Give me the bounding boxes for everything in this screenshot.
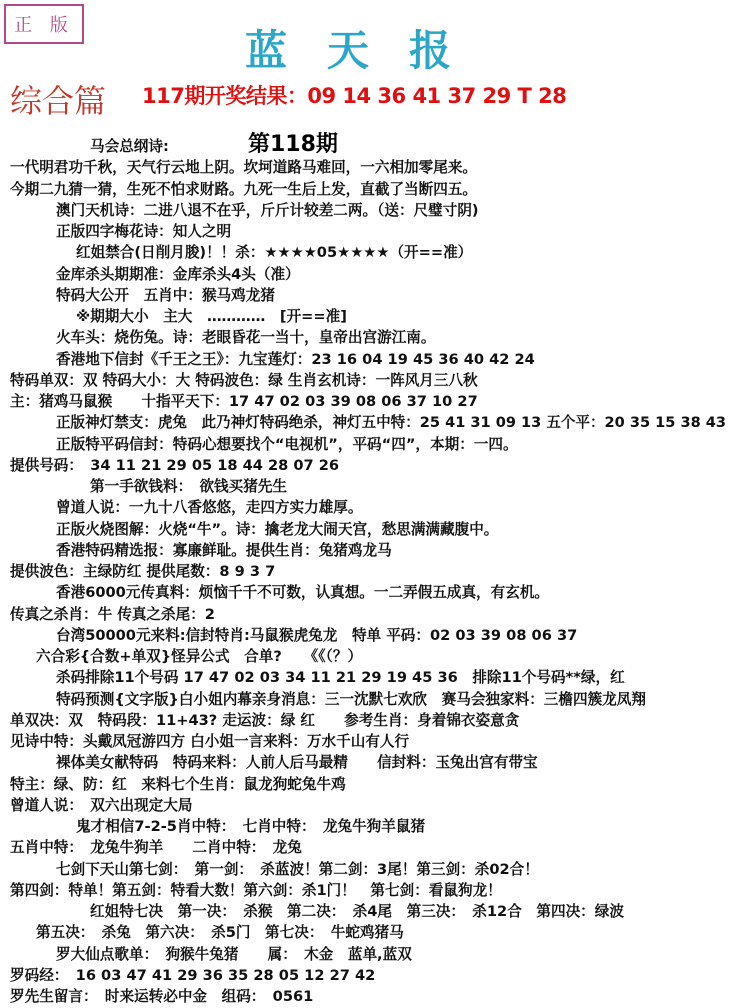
genuine-edition-badge: 正 版 <box>4 4 84 44</box>
text-line: 正版火烧图解：火烧“牛”。诗：擒老龙大闹天宫，愁思满满藏腹中。 <box>56 520 499 538</box>
text-line: 五肖中特： 龙兔牛狗羊 二肖中特： 龙兔 <box>10 839 302 857</box>
text-line: 正版神灯禁支：虎兔 此乃神灯特码绝杀，神灯五中特：25 41 31 09 13 五个平：20 35 15 38 43 <box>56 414 727 432</box>
text-line: 正版四字梅花诗：知人之明 <box>56 223 232 240</box>
previous-draw-result: 117期开奖结果：09 14 36 41 37 29 T 28 <box>142 84 567 108</box>
section-heading: 综合篇 <box>10 82 107 120</box>
text-line: 香港6000元传真料：烦恼千千不可数，认真想。一二弄假五成真，有玄机。 <box>56 584 550 602</box>
text-line: 裸体美女献特码 特码来料：人前人后马最精 信封料：玉兔出宫有带宝 <box>56 754 538 772</box>
text-line: 罗先生留言： 时来运转必中金 组码： 0561 <box>10 988 314 1005</box>
text-line: 单双决：双 特码段：11+43? 走运波：绿 红 参考生肖：身着锦衣姿意贪 <box>10 711 520 729</box>
text-line: 曾道人说：一九十八香悠悠，走四方实力雄厚。 <box>56 499 363 517</box>
text-line: 马会总纲诗: <box>90 138 169 155</box>
text-line: 罗大仙点歌单： 狗猴牛兔猪 属： 木金 蓝单,蓝双 <box>56 945 412 963</box>
text-line: 曾道人说： 双六出现定大局 <box>10 796 193 814</box>
text-line: 六合彩{合数+单双}怪异公式 合单? 《《（？） <box>36 648 363 665</box>
text-line: 火车头：烧伤兔。诗：老眼昏花一当十，皇帝出宫游江南。 <box>56 329 436 347</box>
text-line: 台湾50000元来料:信封特肖:马鼠猴虎兔龙 特单 平码：02 03 39 08 06 37 <box>56 626 578 644</box>
text-line: 香港特码精选报：寡廉鲜耻。提供生肖：兔猪鸡龙马 <box>56 541 392 559</box>
text-line: 罗码经： 16 03 47 41 29 36 35 28 05 12 27 42 <box>10 966 376 984</box>
text-line: 特主：绿、防：红 来料七个生肖：鼠龙狗蛇兔牛鸡 <box>10 775 346 793</box>
issue-number: 第118期 <box>248 132 338 157</box>
text-line: 香港地下信封《千王之王》：九宝莲灯：23 16 04 19 45 36 40 42 24 <box>56 350 535 368</box>
text-line: 红姐禁合(日削月朘)！！杀：★★★★05★★★★（开==准） <box>76 244 473 262</box>
newspaper-title: 蓝天报 <box>245 26 492 75</box>
text-line: 第一手欲钱料： 欲钱买猪先生 <box>90 478 288 495</box>
text-line: 传真之杀肖：牛 传真之杀尾：2 <box>10 605 215 623</box>
text-line: 正版特平码信封：特码心想要找个“电视机”，平码“四”，本期：一四。 <box>56 435 518 453</box>
text-line: 主：猪鸡马鼠猴 十指平天下：17 47 02 03 39 08 06 37 10 27 <box>10 393 478 410</box>
text-line: 提供号码： 34 11 21 29 05 18 44 28 07 26 <box>10 456 340 474</box>
text-line: 澳门天机诗：二进八退不在乎，斤斤计较差二两。（送：尺璧寸阴) <box>56 201 479 219</box>
text-line: 杀码排除11个号码 17 47 02 03 34 11 21 29 19 45 36 排除11个号码**绿，红 <box>56 669 625 687</box>
text-line: 特码大公开 五肖中：猴马鸡龙猪 <box>56 286 275 304</box>
text-line: 提供波色：主绿防红 提供尾数：8 9 3 7 <box>10 563 276 580</box>
text-line: 特码预测{文字版}白小姐内幕亲身消息：三一沈默七欢欣 赛马会独家料：三檐四簇龙凤翔 <box>56 690 646 708</box>
text-line: 今期二九猜一猜，生死不怕求财路。九死一生后上发，直截了当断四五。 <box>10 180 478 198</box>
text-line: 第四剑：特单！第五剑：特看大数！第六剑：杀1门！ 第七剑：看鼠狗龙！ <box>10 881 502 899</box>
text-line: ※期期大小 主大 ………… [开==准] <box>76 308 347 325</box>
text-line: 红姐特七决 第一决： 杀猴 第二决： 杀4尾 第三决： 杀12合 第四决：绿波 <box>90 903 624 920</box>
text-line: 特码单双：双 特码大小：大 特码波色：绿 生肖玄机诗：一阵风月三八秋 <box>10 371 478 389</box>
text-line: 七剑下天山第七剑： 第一剑： 杀蓝波！第二剑：3尾！第三剑：杀02合！ <box>56 860 539 878</box>
text-line: 鬼才相信7-2-5肖中特： 七肖中特： 龙兔牛狗羊鼠猪 <box>76 818 426 835</box>
text-line: 金库杀头期期准：金库杀头4头（准） <box>56 265 300 283</box>
text-line: 见诗中特：头戴凤冠游四方 白小姐一言来料：万水千山有人行 <box>10 733 410 750</box>
text-line: 第五决： 杀兔 第六决： 杀5门 第七决： 牛蛇鸡猪马 <box>36 924 404 942</box>
text-line: 一代明君功千秋，天气行云地上阴。坎坷道路马难回，一六相加零尾来。 <box>10 159 478 177</box>
